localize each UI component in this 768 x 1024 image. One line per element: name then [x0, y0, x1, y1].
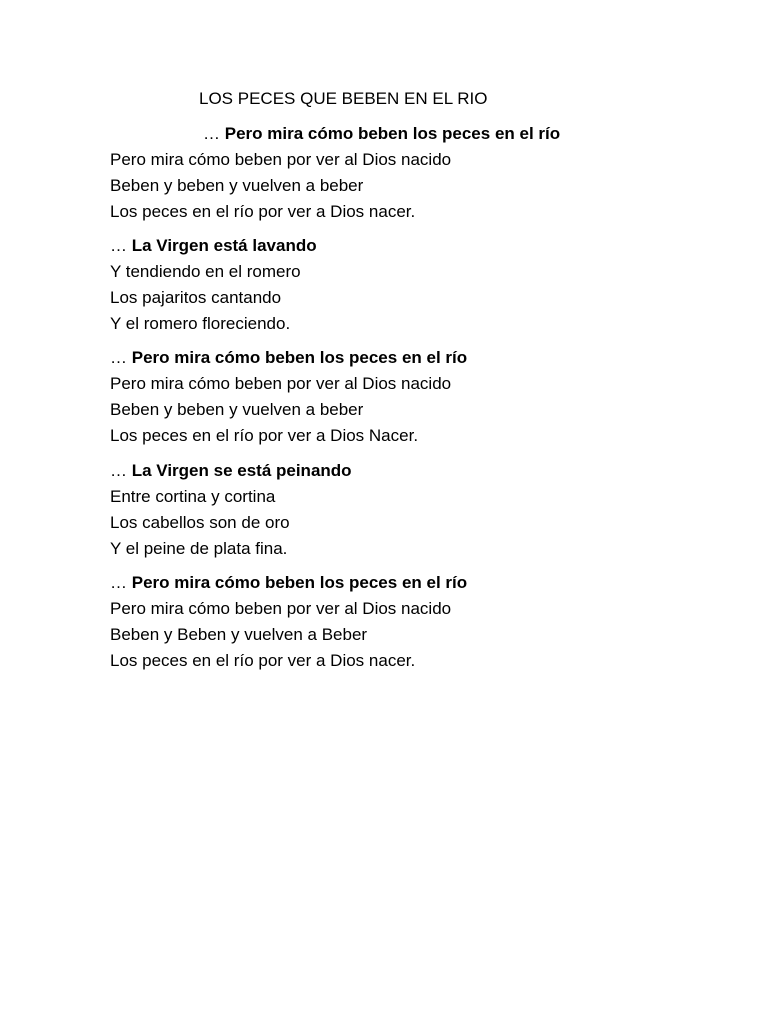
stanza-line: Y tendiendo en el romero — [110, 262, 301, 281]
stanza-line: Los peces en el río por ver a Dios Nacer. — [110, 426, 419, 445]
stanza-heading — [110, 458, 730, 484]
stanza-heading — [110, 345, 730, 371]
stanza-heading — [110, 233, 730, 259]
ellipsis-lead: … — [110, 573, 132, 592]
stanza-line: Los pajaritos cantando — [110, 288, 282, 307]
stanza-line: Pero mira cómo beben por ver al Dios nacido — [110, 374, 452, 393]
stanza-line: Pero mira cómo beben por ver al Dios nacido — [110, 150, 452, 169]
stanza-bold-line: Pero mira cómo beben los peces en el río — [131, 348, 468, 367]
stanza-3 — [110, 345, 730, 449]
stanza-line: Y el peine de plata fina. — [110, 539, 288, 558]
stanza-4 — [110, 458, 730, 562]
stanza-heading — [110, 570, 730, 596]
stanza-2 — [110, 233, 730, 337]
stanza-heading — [110, 121, 730, 147]
stanza-line: Los cabellos son de oro — [110, 513, 290, 532]
ellipsis-lead: … — [110, 461, 132, 480]
stanza-line: Entre cortina y cortina — [110, 487, 276, 506]
stanza-bold-line: Pero mira cómo beben los peces en el río — [224, 124, 561, 143]
stanza-line: Los peces en el río por ver a Dios nacer. — [110, 202, 416, 221]
ellipsis-lead: … — [110, 348, 132, 367]
ellipsis-lead: … — [110, 236, 132, 255]
stanza-line: Pero mira cómo beben por ver al Dios nacido — [110, 599, 452, 618]
stanza-line: Los peces en el río por ver a Dios nacer. — [110, 651, 416, 670]
document-title: LOS PECES QUE BEBEN EN EL RIO — [199, 89, 488, 108]
stanza-1 — [110, 121, 730, 225]
stanza-5 — [110, 570, 730, 674]
stanza-bold-line: La Virgen está lavando — [131, 236, 317, 255]
stanza-bold-line: La Virgen se está peinando — [131, 461, 352, 480]
stanza-line: Beben y beben y vuelven a beber — [110, 176, 364, 195]
stanza-line: Beben y Beben y vuelven a Beber — [110, 625, 368, 644]
stanza-line: Y el romero floreciendo. — [110, 314, 291, 333]
stanza-line: Beben y beben y vuelven a beber — [110, 400, 364, 419]
ellipsis-lead: … — [203, 124, 225, 143]
stanza-bold-line: Pero mira cómo beben los peces en el río — [131, 573, 468, 592]
